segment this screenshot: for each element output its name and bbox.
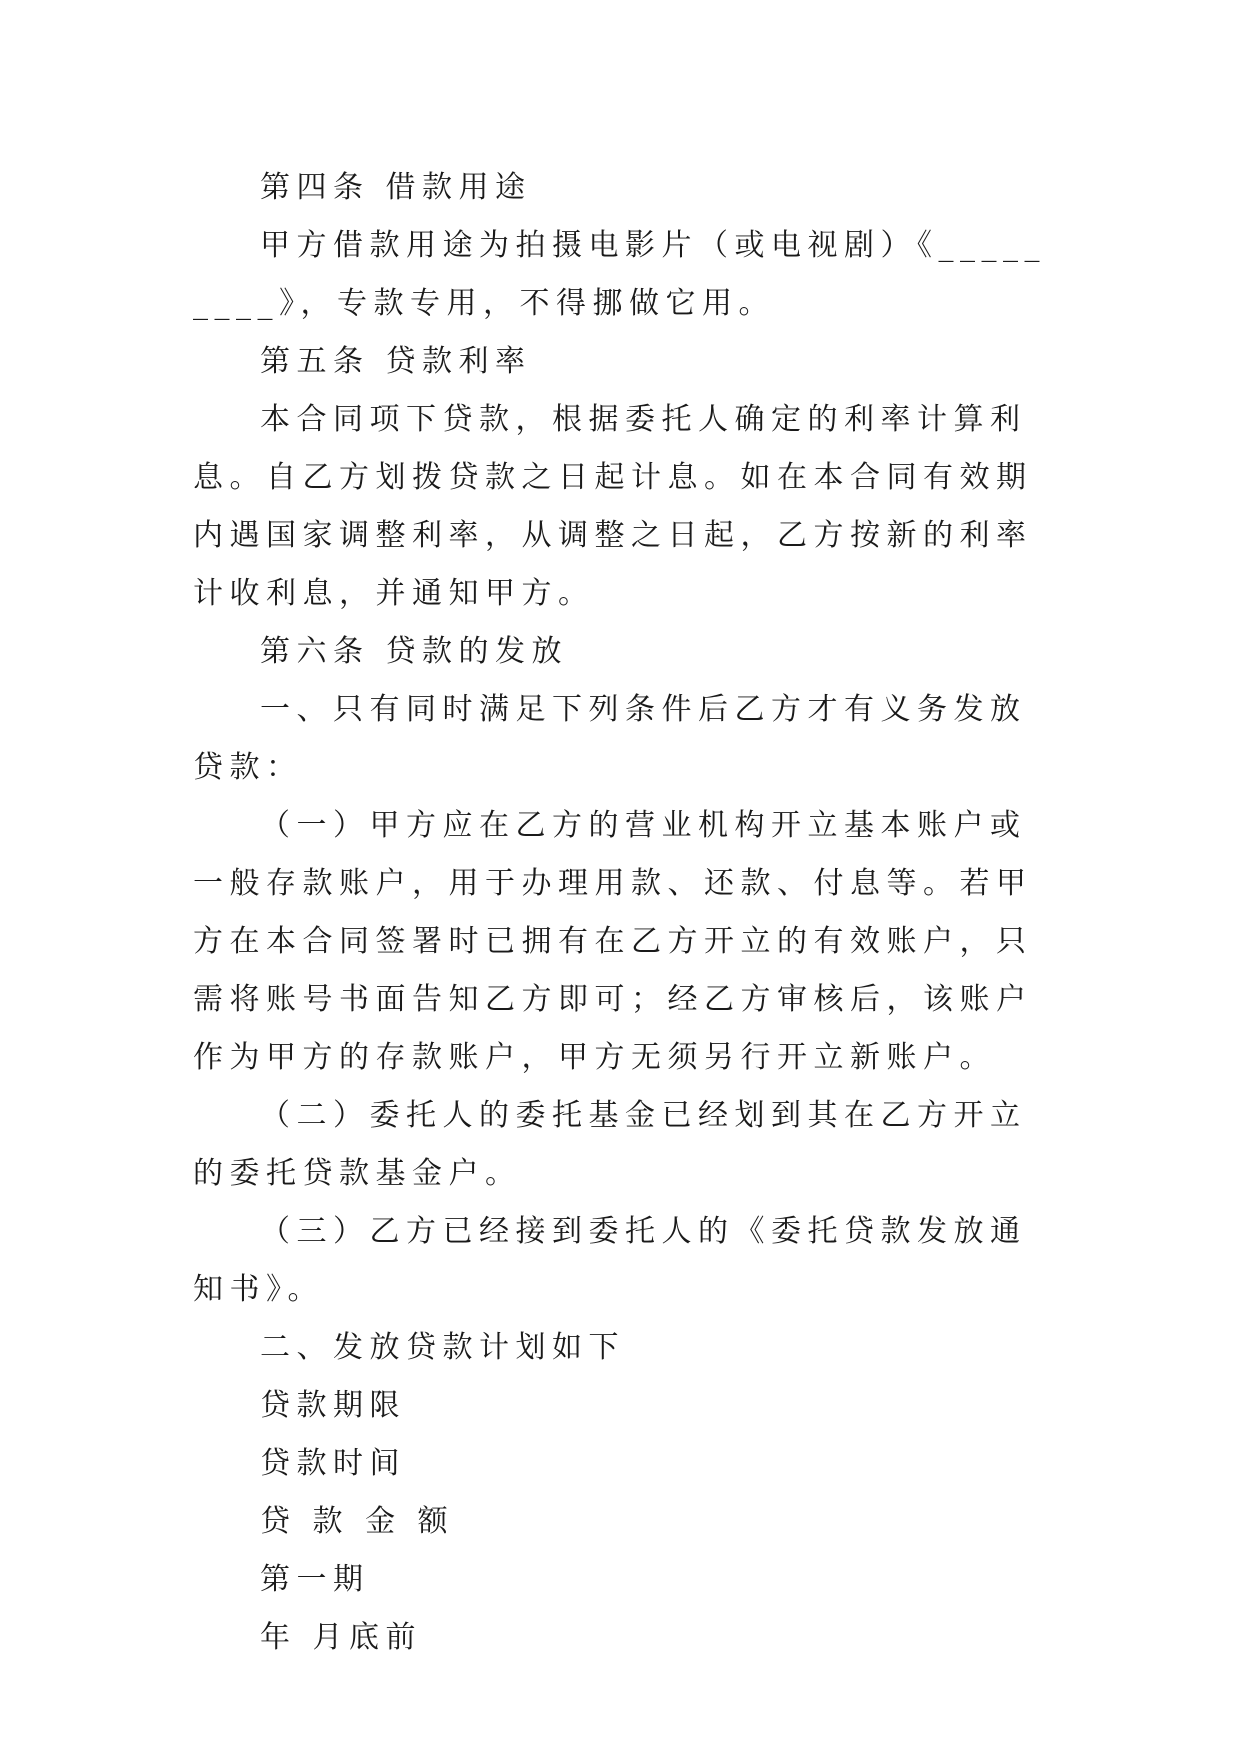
article-6-condition-2: （二）委托人的委托基金已经划到其在乙方开立的委托贷款基金户。 <box>193 1098 1027 1191</box>
article-4-heading: 第四条 借款用途 <box>260 170 532 205</box>
article-6-heading: 第六条 贷款的发放 <box>260 634 569 669</box>
loan-term-label: 贷款期限 <box>260 1388 406 1423</box>
article-6-clause-1: 一、只有同时满足下列条件后乙方才有义务发放贷款： <box>193 692 1027 785</box>
month-end-label: 年 月底前 <box>260 1620 423 1655</box>
article-6-clause-2: 二、发放贷款计划如下 <box>260 1330 625 1365</box>
article-6-condition-3: （三）乙方已经接到委托人的《委托贷款发放通知书》。 <box>193 1214 1027 1307</box>
document-body <box>193 159 1055 1667</box>
article-5-text: 本合同项下贷款，根据委托人确定的利率计算利息。自乙方划拨贷款之日起计息。如在本合同有效期内遇国家调整利率，从调整之日起，乙方按新的利率计收利息，并通知甲方。 <box>193 402 1033 611</box>
loan-time-label: 贷款时间 <box>260 1446 406 1481</box>
first-phase-label: 第一期 <box>260 1562 370 1597</box>
loan-amount-label: 贷 款 金 额 <box>260 1504 455 1539</box>
article-4-text: 甲方借款用途为拍摄电影片（或电视剧）《_________》，专款专用，不得挪做它用。 <box>193 228 1046 321</box>
article-6-condition-1: （一）甲方应在乙方的营业机构开立基本账户或一般存款账户，用于办理用款、还款、付息等。若甲方在本合同签署时已拥有在乙方开立的有效账户，只需将账号书面告知乙方即可；经乙方审核后，该账户作为甲方的存款账户，甲方无须另行开立新账户。 <box>193 808 1033 1075</box>
article-5-heading: 第五条 贷款利率 <box>260 344 532 379</box>
